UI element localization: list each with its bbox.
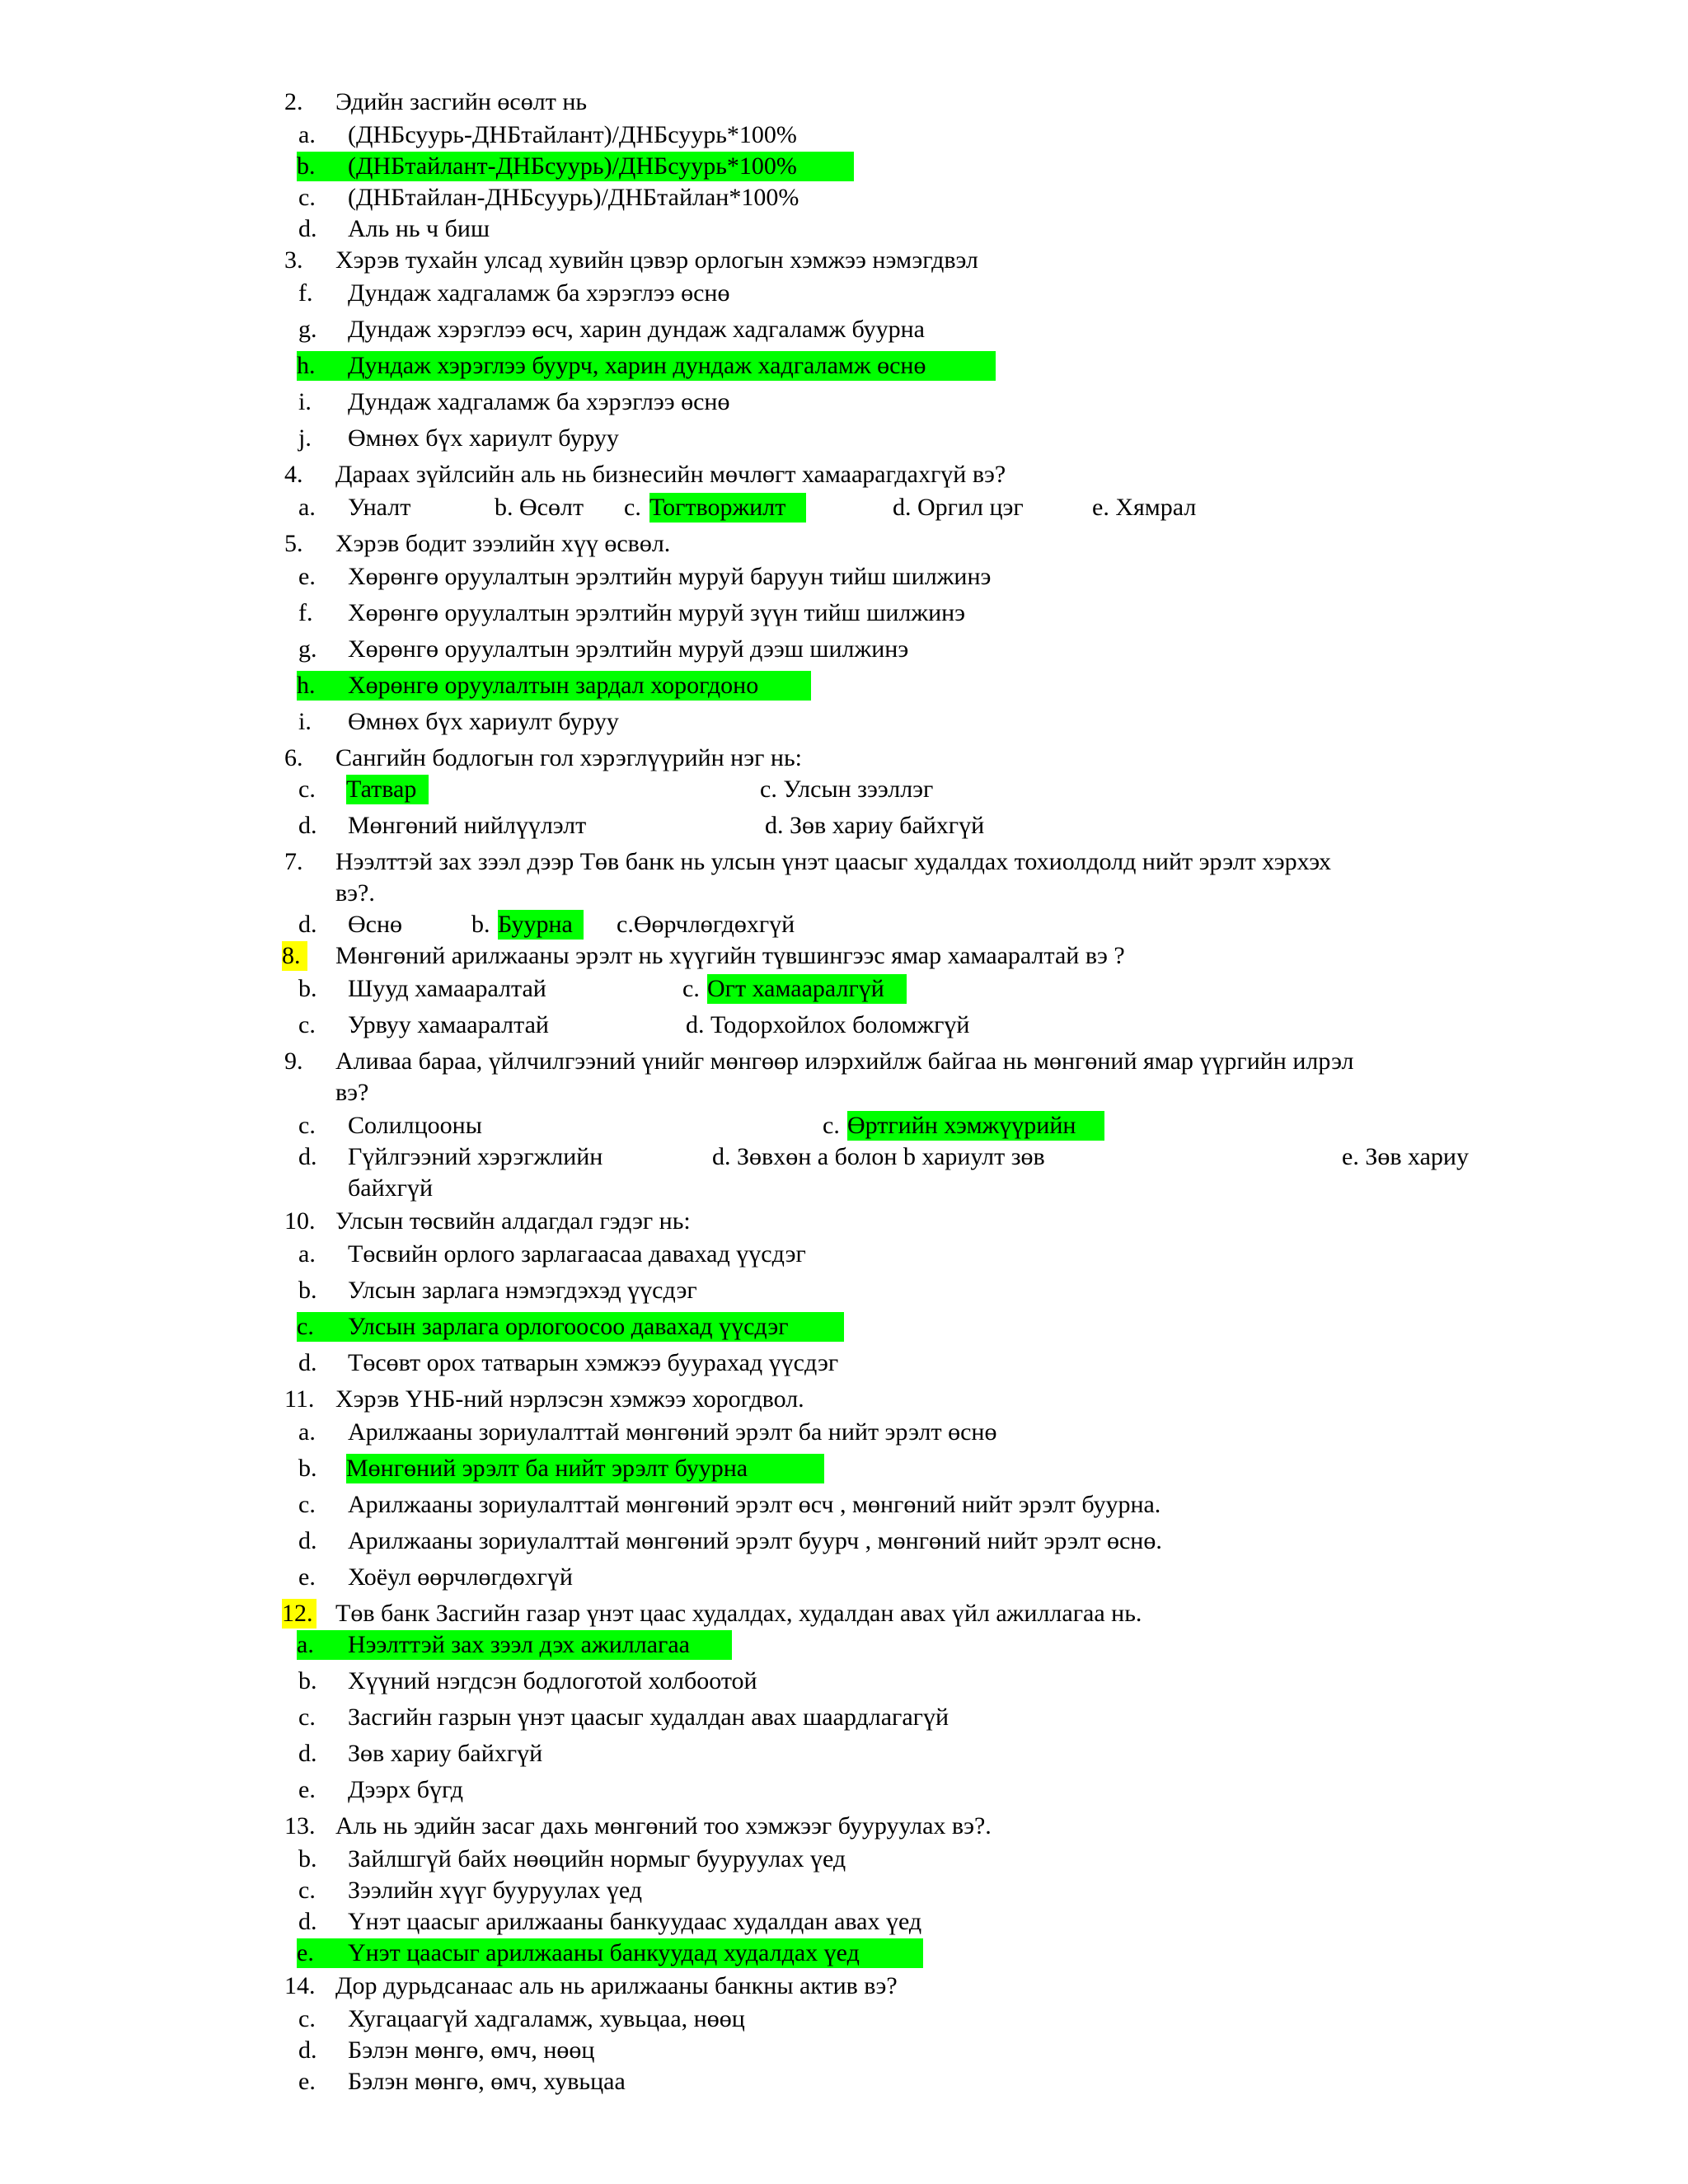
option-text: Гүйлгээний хэрэгжлийн [348, 1143, 603, 1170]
option-text: Төсөвт орох татварын хэмжээ буурахад үүсдэг [348, 1349, 839, 1376]
option-marker: d. [298, 1349, 317, 1376]
option-marker: f. [298, 599, 313, 626]
question-text: Төв банк Засгийн газар үнэт цаас худалдах, худалдан авах үйл ажиллагаа нь. [335, 1600, 1142, 1627]
highlighted-answer-row [297, 152, 854, 181]
option-marker: h. [297, 352, 316, 379]
option-text: Хөрөнгө оруулалтын эрэлтийн муруй дээш шилжинэ [348, 635, 909, 663]
option-marker: e. [298, 563, 316, 590]
option-text: Төсвийн орлого зарлагаасаа давахад үүсдэг [348, 1240, 806, 1268]
option-marker: b. [298, 1667, 317, 1694]
option-marker: c. [298, 1112, 316, 1139]
option-text: Хоёул өөрчлөгдөхгүй [348, 1563, 573, 1591]
question-text-continued: вэ?. [335, 879, 375, 907]
question-text: Нээлттэй зах зээл дээр Төв банк нь улсын үнэт цаасыг худалдах тохиолдолд нийт эрэлт хэрхэх [335, 848, 1331, 875]
option-marker: e. [297, 1939, 314, 1966]
option-text: Дундаж хадгаламж ба хэрэглээ өснө [348, 279, 730, 307]
highlighted-answer-row [297, 351, 996, 381]
option-marker: a. [298, 1418, 316, 1446]
option-marker: a. [298, 494, 316, 521]
option-text: Хүүний нэгдсэн бодлоготой холбоотой [348, 1667, 757, 1694]
option-marker: i. [298, 388, 312, 415]
question-text-continued: вэ? [335, 1079, 369, 1106]
option-marker: d. [298, 215, 317, 242]
option-text: Дундаж хэрэглээ өсч, харин дундаж хадгаламж буурна [348, 316, 925, 343]
option-text: Өснө [348, 911, 403, 938]
question-number: 11. [284, 1385, 315, 1413]
option-text: Хугацаагүй хадгаламж, хувьцаа, нөөц [348, 2005, 745, 2032]
option-marker: b. [298, 1845, 317, 1872]
option-text: Аль нь ч биш [348, 215, 490, 242]
option-text: b. Өсөлт [495, 494, 584, 521]
option-text: c.Өөрчлөгдөхгүй [617, 911, 795, 938]
option-text: Хөрөнгө оруулалтын эрэлтийн муруй зүүн тийш шилжинэ [348, 599, 966, 626]
option-marker: d. [298, 1908, 317, 1935]
option-text: d. Зөвхөн a болон b хариулт зөв [712, 1143, 1045, 1170]
question-number: 7. [284, 848, 303, 875]
option-marker: d. [298, 1527, 317, 1554]
question-number: 4. [284, 461, 303, 488]
question-text: Хэрэв ҮНБ-ний нэрлэсэн хэмжээ хорогдвол. [335, 1385, 804, 1413]
option-marker: a. [298, 121, 316, 148]
option-marker: a. [298, 1240, 316, 1268]
option-text: e. Зөв хариу [1342, 1143, 1469, 1170]
option-text: (ДНБсуурь-ДНБтайлант)/ДНБсуурь*100% [348, 121, 797, 148]
question-text: Сангийн бодлогын гол хэрэглүүрийн нэг нь: [335, 744, 802, 771]
option-marker: b. [297, 152, 316, 180]
option-marker: b. [298, 975, 317, 1002]
option-marker: c. [298, 1491, 316, 1518]
question-number: 10. [284, 1207, 316, 1235]
option-marker: d. [298, 911, 317, 938]
option-text: c. Улсын зээллэг [760, 776, 934, 803]
option-text: Арилжааны зориулалттай мөнгөний эрэлт ба нийт эрэлт өснө [348, 1418, 997, 1446]
question-text: Хэрэв тухайн улсад хувийн цэвэр орлогын хэмжээ нэмэгдвэл [335, 246, 978, 274]
option-text: d. Тодорхойлох боломжгүй [686, 1011, 970, 1038]
option-marker: e. [298, 1776, 316, 1803]
question-number: 14. [284, 1972, 316, 1999]
option-text: Солилцооны [348, 1112, 482, 1139]
option-text: Бэлэн мөнгө, өмч, хувьцаа [348, 2068, 626, 2095]
option-text: Өмнөх бүх хариулт буруу [348, 424, 619, 452]
option-marker: d. [298, 1143, 317, 1170]
highlighted-answer: Мөнгөний эрэлт ба нийт эрэлт буурна [346, 1454, 824, 1483]
option-marker: b. [298, 1277, 317, 1304]
option-marker: c. [298, 1704, 316, 1731]
question-number-highlighted: 12. [282, 1599, 316, 1629]
question-number-highlighted: 8. [282, 941, 307, 971]
option-text: Уналт [348, 494, 411, 521]
option-marker: c. [298, 1877, 316, 1904]
question-number: 6. [284, 744, 303, 771]
option-text: d. Зөв хариу байхгүй [765, 812, 985, 839]
highlighted-answer-row [297, 1630, 732, 1660]
option-text: Дээрх бүгд [348, 1776, 464, 1803]
option-marker: c. [682, 975, 700, 1002]
option-text: Дундаж хадгаламж ба хэрэглээ өснө [348, 388, 730, 415]
option-marker: c. [823, 1112, 840, 1139]
highlighted-answer: Огт хамааралгүй [707, 974, 907, 1004]
option-text: Улсын зарлага орлогоосоо давахад үүсдэг [348, 1313, 789, 1340]
option-marker: g. [298, 316, 317, 343]
question-text: Эдийн засгийн өсөлт нь [335, 88, 588, 115]
option-text: Зайлшгүй байх нөөцийн нормыг бууруулах үед [348, 1845, 846, 1872]
highlighted-answer-row [297, 671, 811, 701]
option-text: Нээлттэй зах зээл дэх ажиллагаа [348, 1631, 690, 1658]
question-number: 13. [284, 1812, 316, 1840]
option-marker: e. [298, 1563, 316, 1591]
highlighted-answer: Буурна [498, 910, 584, 940]
option-text: Хөрөнгө оруулалтын эрэлтийн муруй баруун тийш шилжинэ [348, 563, 992, 590]
question-text: Аль нь эдийн засаг дахь мөнгөний тоо хэмжээг бууруулах вэ?. [335, 1812, 992, 1840]
option-text: Зээлийн хүүг бууруулах үед [348, 1877, 643, 1904]
option-marker: c. [298, 2005, 316, 2032]
option-marker: e. [298, 2068, 316, 2095]
option-text: Шууд хамааралтай [348, 975, 546, 1002]
option-marker: f. [298, 279, 313, 307]
option-marker: j. [298, 424, 312, 452]
highlighted-answer: Татвар [346, 775, 429, 804]
option-text: Өмнөх бүх хариулт буруу [348, 708, 619, 735]
highlighted-answer: Тогтворжилт [649, 493, 806, 523]
option-marker: c. [298, 1011, 316, 1038]
option-marker: d. [298, 1740, 317, 1767]
highlighted-answer-row [297, 1938, 923, 1968]
option-text: Хөрөнгө оруулалтын зардал хорогдоно [348, 672, 759, 699]
option-marker: b. [298, 1455, 317, 1482]
option-marker: g. [298, 635, 317, 663]
option-marker: d. [298, 2036, 317, 2064]
option-text: Мөнгөний нийлүүлэлт [348, 812, 587, 839]
option-text: e. Хямрал [1092, 494, 1197, 521]
question-text: Хэрэв бодит зээлийн хүү өсвөл. [335, 530, 671, 557]
option-text: Бэлэн мөнгө, өмч, нөөц [348, 2036, 595, 2064]
option-text-continued: байхгүй [348, 1174, 433, 1202]
question-text: Мөнгөний арилжааны эрэлт нь хүүгийн түвшингээс ямар хамааралтай вэ ? [335, 942, 1125, 969]
option-text: (ДНБтайлан-ДНБсуурь)/ДНБтайлан*100% [348, 184, 799, 211]
option-marker: d. [298, 812, 317, 839]
option-marker: b. [471, 911, 490, 938]
option-text: Зөв хариу байхгүй [348, 1740, 543, 1767]
option-text: d. Оргил цэг [893, 494, 1024, 521]
option-text: Дундаж хэрэглээ буурч, харин дундаж хадгаламж өснө [348, 352, 926, 379]
question-text: Аливаа бараа, үйлчилгээний үнийг мөнгөөр илэрхийлж байгаа нь мөнгөний ямар үүргийн илрэл [335, 1047, 1354, 1075]
question-number: 5. [284, 530, 303, 557]
option-marker: c. [298, 776, 316, 803]
question-text: Дараах зүйлсийн аль нь бизнесийн мөчлөгт хамаарагдахгүй вэ? [335, 461, 1006, 488]
question-number: 3. [284, 246, 303, 274]
question-number: 2. [284, 88, 303, 115]
option-text: Улсын зарлага нэмэгдэхэд үүсдэг [348, 1277, 697, 1304]
option-text: Арилжааны зориулалттай мөнгөний эрэлт буурч , мөнгөний нийт эрэлт өснө. [348, 1527, 1162, 1554]
option-marker: i. [298, 708, 312, 735]
option-marker: c. [297, 1313, 314, 1340]
option-marker: c. [298, 184, 316, 211]
option-text: (ДНБтайлант-ДНБсуурь)/ДНБсуурь*100% [348, 152, 797, 180]
question-text: Дор дурьдсанаас аль нь арилжааны банкны актив вэ? [335, 1972, 898, 1999]
option-marker: a. [297, 1631, 314, 1658]
option-marker: h. [297, 672, 316, 699]
option-text: Засгийн газрын үнэт цаасыг худалдан авах шаардлагагүй [348, 1704, 949, 1731]
option-text: Урвуу хамааралтай [348, 1011, 549, 1038]
question-number: 9. [284, 1047, 303, 1075]
option-marker: c. [624, 494, 641, 521]
highlighted-answer: Өртгийн хэмжүүрийн [847, 1111, 1104, 1141]
option-text: Үнэт цаасыг арилжааны банкуудаас худалдан авах үед [348, 1908, 922, 1935]
option-text: Үнэт цаасыг арилжааны банкуудад худалдах үед [348, 1939, 860, 1966]
question-text: Улсын төсвийн алдагдал гэдэг нь: [335, 1207, 691, 1235]
option-text: Арилжааны зориулалттай мөнгөний эрэлт өсч , мөнгөний нийт эрэлт буурна. [348, 1491, 1161, 1518]
highlighted-answer-row [297, 1312, 844, 1342]
